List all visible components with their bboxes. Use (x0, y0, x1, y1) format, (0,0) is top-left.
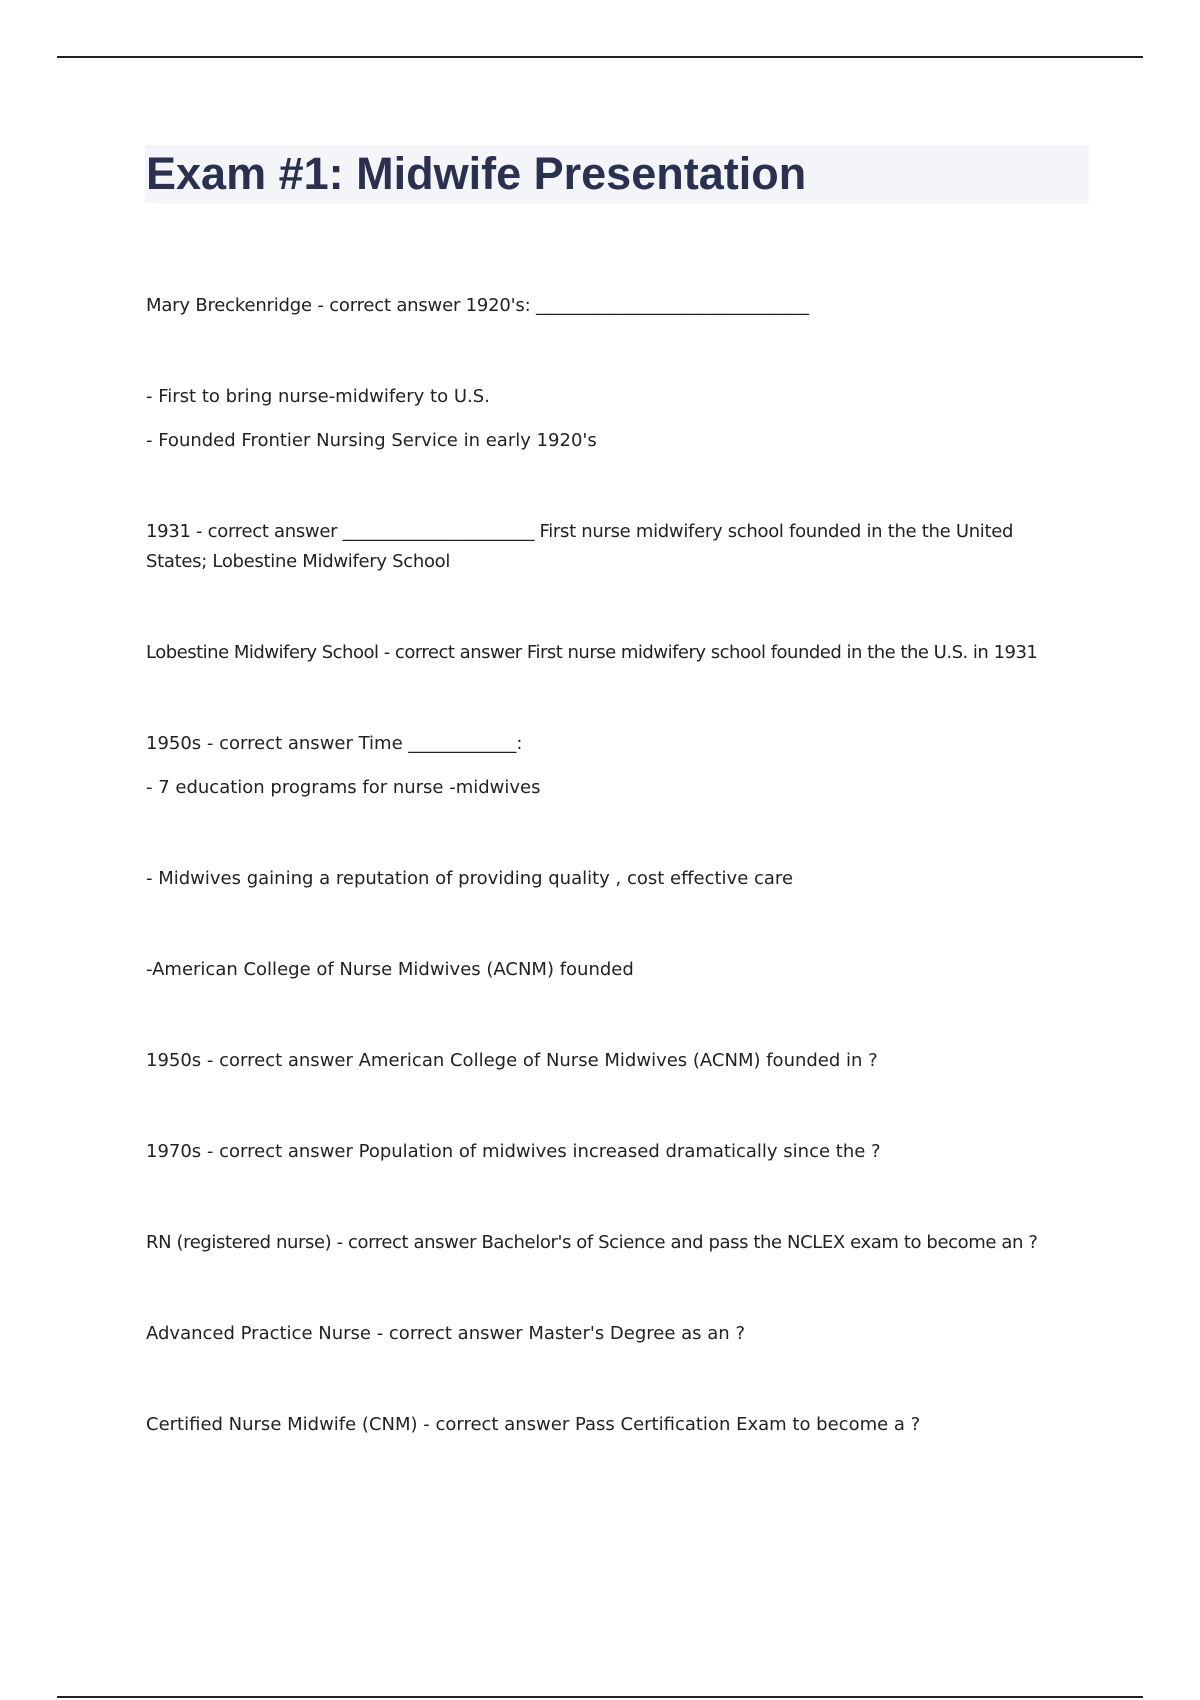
fact-first-nurse-midwifery: - First to bring nurse-midwifery to U.S. (146, 386, 490, 407)
fact-education-programs: - 7 education programs for nurse -midwives (146, 777, 541, 798)
qa-1950s-acnm: 1950s - correct answer American College of Nurse Midwives (ACNM) founded in ? (146, 1050, 878, 1071)
top-rule (57, 56, 1143, 58)
qa-1931: 1931 - correct answer ______________________ First nurse midwifery school founded in the the United States; Lobestine Midwifery School (146, 521, 1014, 572)
document-title: Exam #1: Midwife Presentation (146, 148, 807, 199)
bottom-rule (57, 1696, 1143, 1698)
qa-advanced-practice-nurse: Advanced Practice Nurse - correct answer Master's Degree as an ? (146, 1323, 745, 1344)
qa-1950s-time: 1950s - correct answer Time ____________: (146, 733, 523, 754)
qa-1970s: 1970s - correct answer Population of midwives increased dramatically since the ? (146, 1141, 881, 1162)
qa-registered-nurse: RN (registered nurse) - correct answer Bachelor's of Science and pass the NCLEX exam to become an ? (146, 1232, 1038, 1253)
qa-mary-breckenridge: Mary Breckenridge - correct answer 1920's: _______________________________ (146, 295, 809, 316)
fact-midwives-reputation: - Midwives gaining a reputation of providing quality , cost effective care (146, 868, 794, 889)
fact-acnm-founded: -American College of Nurse Midwives (ACNM) founded (146, 959, 634, 980)
qa-lobestine-midwifery-school: Lobestine Midwifery School - correct answer First nurse midwifery school founded in the the U.S. in 1931 (146, 642, 1038, 663)
fact-frontier-nursing-service: - Founded Frontier Nursing Service in early 1920's (146, 430, 597, 451)
qa-certified-nurse-midwife: Certified Nurse Midwife (CNM) - correct answer Pass Certification Exam to become a ? (146, 1414, 921, 1435)
